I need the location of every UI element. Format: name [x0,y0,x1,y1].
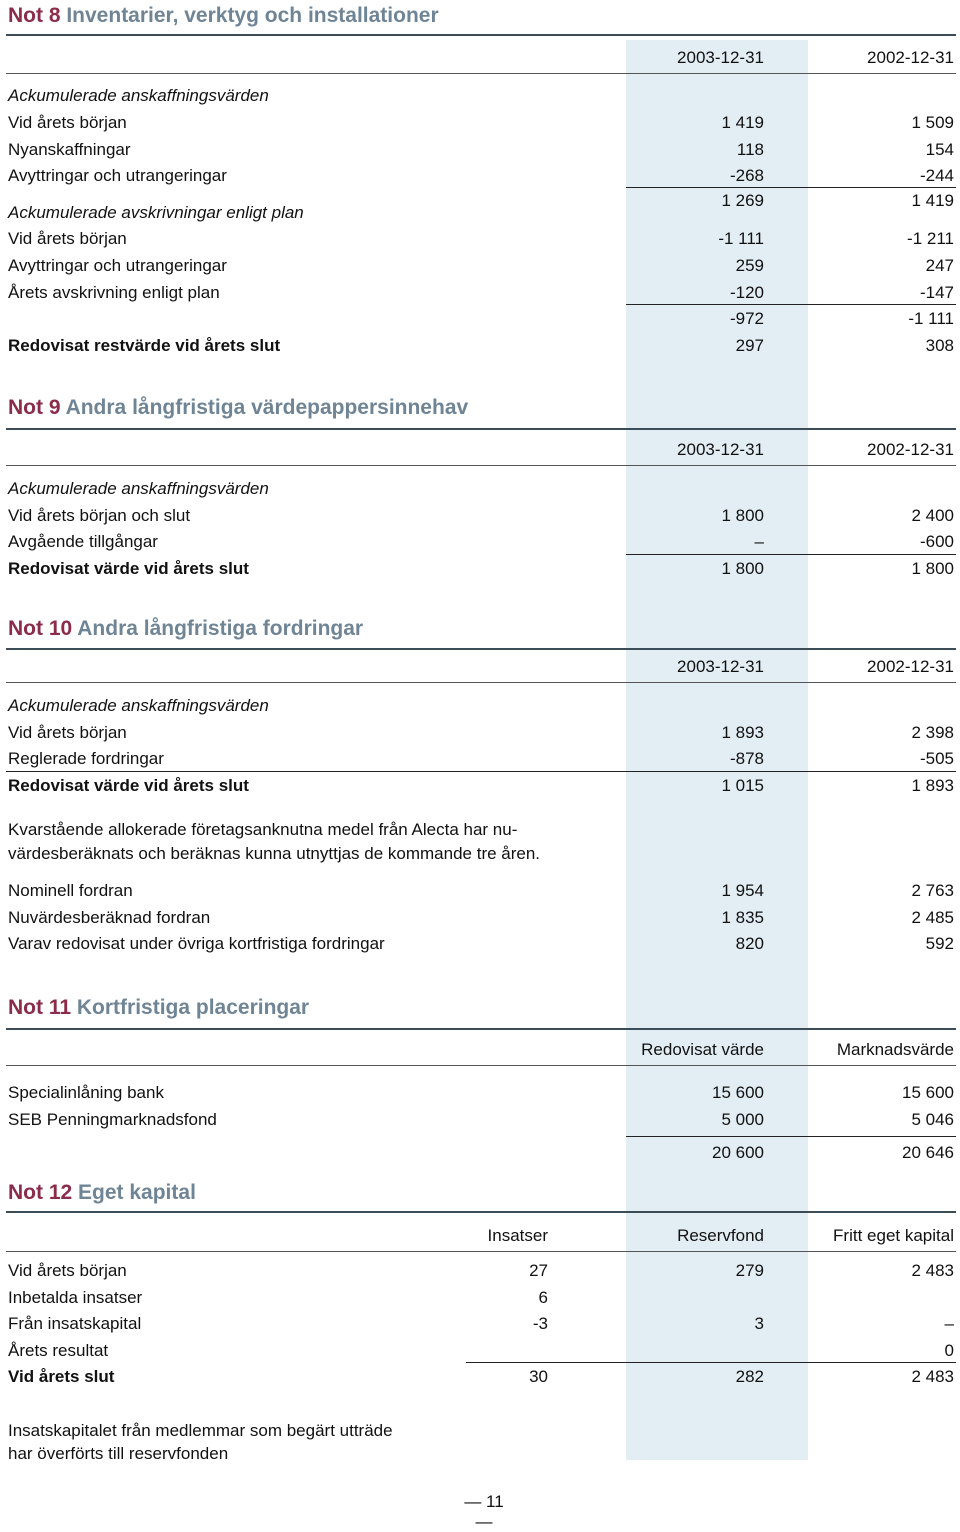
row-label-total: Vid årets slut [8,1367,115,1386]
col-header-redovisat-varde: Redovisat värde [641,1040,764,1059]
note-11-title: Kortfristiga placeringar [76,996,310,1019]
col-header-rule [6,73,956,74]
col-header-rule [6,1251,956,1252]
footnote-line-1: Insatskapitalet från medlemmar som begärt utträde [8,1421,393,1440]
subtotal-rule [466,1362,956,1363]
note-11-heading [8,995,309,1021]
value-2003: -268 [729,166,764,185]
value-2003: 1 419 [721,113,764,132]
value-2002: 2 400 [911,506,954,525]
note-9-title: Andra långfristiga värdepappersinnehav [65,396,469,419]
value-2002: -147 [919,283,954,302]
row-label-total: Redovisat restvärde vid årets slut [8,336,281,355]
col-header-2003: 2003-12-31 [677,440,764,459]
footnote-line-2: har överförts till reservfonden [8,1444,229,1463]
total-2002: 1 800 [911,559,954,578]
row-label: SEB Penningmarknadsfond [8,1110,217,1129]
subtotal-rule [626,304,956,305]
row-label: Ackumulerade anskaffningsvärden [8,86,269,105]
note-10-title: Andra långfristiga fordringar [77,617,364,640]
total-fritt: 2 483 [911,1367,954,1386]
row-label: Avyttringar och utrangeringar [8,166,227,185]
subtotal-2003: -972 [729,309,764,328]
row-label: Reglerade fordringar [8,749,164,768]
value-insatser: 6 [538,1288,548,1307]
value-2003: -1 111 [718,229,764,248]
value-redovisat: 15 600 [712,1083,764,1102]
highlight-column-band [626,40,808,1460]
value-insatser: -3 [532,1314,548,1333]
col-header-rule [6,1065,956,1066]
value-insatser: 27 [529,1261,548,1280]
value-fritt: 2 483 [911,1261,954,1280]
note-10-heading-rule [6,648,956,650]
row-label: Årets resultat [8,1341,109,1360]
total-marknad: 20 646 [902,1143,954,1162]
row-label: Vid årets början [8,113,127,132]
row-label: Ackumulerade anskaffningsvärden [8,479,269,498]
row-label: Från insatskapital [8,1314,142,1333]
subtotal-2003: 1 269 [721,191,764,210]
note-12-heading [8,1180,196,1206]
total-2003: 297 [735,336,764,355]
subtotal-rule [626,187,956,188]
value-2002: -1 211 [907,229,954,248]
row-label: Vid årets början [8,229,127,248]
page-number: — 11 — [464,1492,504,1531]
col-header-2003: 2003-12-31 [677,48,764,67]
value-2002: 2 763 [911,881,954,900]
value-marknad: 15 600 [902,1083,954,1102]
note-9-heading-rule [6,428,956,430]
value-2002: 154 [925,140,954,159]
row-label: Årets avskrivning enligt plan [8,283,220,302]
value-2003: 259 [735,256,764,275]
value-2003: 1 835 [721,908,764,927]
note-9-number: Not 9 [8,396,61,419]
value-redovisat: 5 000 [721,1110,764,1129]
row-label: Vid årets början [8,1261,127,1280]
row-label: Ackumulerade avskrivningar enligt plan [8,203,304,222]
note-8-number: Not 8 [8,4,61,27]
total-reservfond: 282 [735,1367,764,1386]
value-2003: 1 954 [721,881,764,900]
value-2003: 1 800 [721,506,764,525]
row-label-total: Redovisat värde vid årets slut [8,776,249,795]
value-fritt: 0 [944,1341,954,1360]
value-2002: -505 [919,749,954,768]
total-2003: 1 015 [721,776,764,795]
note-8-heading [8,3,439,29]
note-12-number: Not 12 [8,1181,73,1204]
row-label-total: Redovisat värde vid årets slut [8,559,249,578]
total-2002: 1 893 [911,776,954,795]
col-header-marknadsvarde: Marknadsvärde [836,1040,954,1059]
subtotal-rule [626,1136,956,1137]
value-2002: -600 [919,532,954,551]
col-header-2002: 2002-12-31 [867,440,954,459]
col-header-2002: 2002-12-31 [867,657,954,676]
col-header-rule [6,682,956,683]
note-11-heading-rule [6,1028,956,1030]
value-2003: 1 893 [721,723,764,742]
value-2002: -244 [919,166,954,185]
total-2003: 1 800 [721,559,764,578]
value-marknad: 5 046 [911,1110,954,1129]
value-2003: – [754,532,764,551]
total-2002: 308 [925,336,954,355]
col-header-2002: 2002-12-31 [867,48,954,67]
value-2003: 118 [736,140,764,159]
value-2002: 592 [925,934,954,953]
subtotal-rule [626,554,956,555]
subtotal-2002: 1 419 [911,191,954,210]
col-header-rule [6,465,956,466]
row-label: Varav redovisat under övriga kortfristiga fordringar [8,934,385,953]
row-label: Avyttringar och utrangeringar [8,256,227,275]
value-reservfond: 3 [754,1314,764,1333]
value-reservfond: 279 [735,1261,764,1280]
note-9-heading [8,395,468,421]
note-11-number: Not 11 [8,996,72,1019]
row-label: Nominell fordran [8,881,133,900]
note-12-title: Eget kapital [78,1181,196,1204]
row-label: Specialinlåning bank [8,1083,164,1102]
note-10-number: Not 10 [8,617,73,640]
note-10-paragraph: Kvarstående allokerade företagsanknutna medel från Alecta har nu- värdesberäknats och beräknas kunna utnyttjas de kommande tre åren. [8,820,541,863]
note-10-heading [8,616,363,642]
col-header-fritt-eget-kapital: Fritt eget kapital [833,1226,954,1245]
value-2003: -878 [729,749,764,768]
row-label: Inbetalda insatser [8,1288,143,1307]
total-redovisat: 20 600 [712,1143,764,1162]
col-header-insatser: Insatser [487,1226,548,1245]
row-label: Nuvärdesberäknad fordran [8,908,211,927]
total-insatser: 30 [529,1367,548,1386]
value-2002: 247 [925,256,954,275]
value-fritt: – [944,1314,954,1333]
value-2002: 2 398 [911,723,954,742]
value-2003: 820 [735,934,764,953]
value-2002: 1 509 [911,113,954,132]
col-header-reservfond: Reservfond [677,1226,764,1245]
row-label: Vid årets början och slut [8,506,191,525]
subtotal-rule [6,771,956,772]
note-8-title: Inventarier, verktyg och installationer [66,4,439,27]
row-label: Ackumulerade anskaffningsvärden [8,696,269,715]
col-header-2003: 2003-12-31 [677,657,764,676]
row-label: Nyanskaffningar [8,140,131,159]
note-12-heading-rule [6,1211,956,1213]
value-2002: 2 485 [911,908,954,927]
note-8-heading-rule [6,34,956,36]
subtotal-2002: -1 111 [908,309,954,328]
row-label: Vid årets början [8,723,127,742]
value-2003: -120 [729,283,764,302]
row-label: Avgående tillgångar [8,532,158,551]
